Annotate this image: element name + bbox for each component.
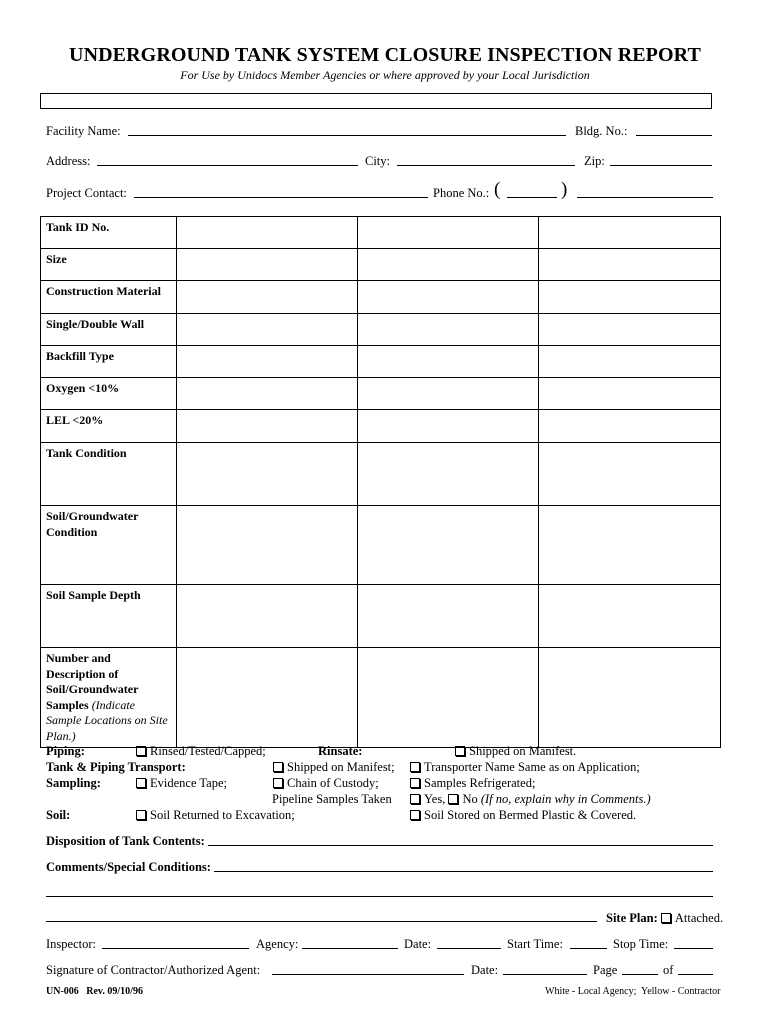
table-cell[interactable] bbox=[358, 346, 539, 378]
phone-no-label: Phone No.: bbox=[433, 186, 490, 200]
samples-note: (Indicate Sample Locations on Site Plan.) bbox=[46, 697, 168, 743]
samples-refrigerated-checkbox[interactable] bbox=[410, 778, 420, 788]
rinsate-label: Rinsate: bbox=[318, 744, 363, 758]
table-row bbox=[41, 249, 721, 281]
form-id: UN-006 Rev. 09/10/96 bbox=[46, 986, 143, 997]
agency-label: Agency: bbox=[256, 937, 299, 951]
table-cell[interactable] bbox=[539, 314, 721, 346]
phone-area-code-field[interactable] bbox=[507, 186, 557, 198]
table-row bbox=[41, 346, 721, 378]
row-label-soil-sample-depth: Soil Sample Depth bbox=[41, 585, 177, 648]
signature-date-label: Date: bbox=[471, 963, 499, 977]
row-label-size: Size bbox=[41, 249, 177, 281]
transport-shipped-label: Shipped on Manifest; bbox=[287, 760, 395, 774]
form-subtitle: For Use by Unidocs Member Agencies or where approved by your Local Jurisdiction bbox=[180, 68, 590, 82]
comments-field-line-3[interactable] bbox=[46, 910, 597, 922]
transport-label: Tank & Piping Transport: bbox=[46, 760, 186, 774]
page-total-field[interactable] bbox=[678, 963, 713, 975]
phone-close-paren: ) bbox=[561, 179, 568, 200]
stop-time-label: Stop Time: bbox=[613, 937, 669, 951]
chain-custody-checkbox[interactable] bbox=[273, 778, 283, 788]
site-plan-checkbox[interactable] bbox=[661, 913, 671, 923]
table-cell[interactable] bbox=[539, 346, 721, 378]
start-time-field[interactable] bbox=[570, 937, 607, 949]
agency-field[interactable] bbox=[302, 937, 398, 949]
table-cell[interactable] bbox=[539, 648, 721, 748]
bldg-no-field[interactable] bbox=[636, 124, 712, 136]
soil-returned-checkbox[interactable] bbox=[136, 810, 146, 820]
row-label-tank-id: Tank ID No. bbox=[41, 217, 177, 249]
samples-refrigerated-label: Samples Refrigerated; bbox=[424, 776, 536, 790]
row-label-construction-material: Construction Material bbox=[41, 281, 177, 314]
table-cell[interactable] bbox=[358, 506, 539, 585]
project-contact-field[interactable] bbox=[134, 186, 428, 198]
inspector-field[interactable] bbox=[102, 937, 249, 949]
disposition-label: Disposition of Tank Contents: bbox=[46, 834, 205, 848]
disposition-field[interactable] bbox=[208, 834, 713, 846]
zip-field[interactable] bbox=[610, 154, 712, 166]
stop-time-field[interactable] bbox=[674, 937, 713, 949]
soil-label: Soil: bbox=[46, 808, 71, 822]
table-cell[interactable] bbox=[358, 648, 539, 748]
pipeline-samples-label: Pipeline Samples Taken bbox=[272, 792, 392, 806]
table-row bbox=[41, 648, 721, 748]
rinsate-shipped-checkbox[interactable] bbox=[455, 746, 465, 756]
row-label-backfill-type: Backfill Type bbox=[41, 346, 177, 378]
rinsed-label: Rinsed/Tested/Capped; bbox=[150, 744, 266, 758]
row-label-samples bbox=[41, 648, 177, 748]
pipeline-no-note: (If no, explain why in Comments.) bbox=[480, 792, 651, 806]
table-cell[interactable] bbox=[358, 281, 539, 314]
pipeline-no-checkbox[interactable] bbox=[448, 794, 458, 804]
soil-stored-checkbox[interactable] bbox=[410, 810, 420, 820]
sampling-label: Sampling: bbox=[46, 776, 101, 790]
table-cell[interactable] bbox=[177, 346, 358, 378]
row-label-tank-condition: Tank Condition bbox=[41, 443, 177, 506]
table-cell[interactable] bbox=[358, 217, 539, 249]
facility-name-field[interactable] bbox=[128, 124, 566, 136]
transport-shipped-checkbox[interactable] bbox=[273, 762, 283, 772]
table-cell[interactable] bbox=[177, 410, 358, 443]
form-title: UNDERGROUND TANK SYSTEM CLOSURE INSPECTION REPORT bbox=[69, 44, 701, 66]
table-cell[interactable] bbox=[177, 314, 358, 346]
table-row bbox=[41, 314, 721, 346]
chain-custody-label: Chain of Custody; bbox=[287, 776, 379, 790]
pipeline-yes-label: Yes, bbox=[424, 792, 446, 806]
site-plan-label: Site Plan: bbox=[606, 911, 658, 925]
table-cell[interactable] bbox=[539, 378, 721, 410]
address-label: Address: bbox=[46, 154, 91, 168]
site-plan-attached-label: Attached. bbox=[674, 911, 724, 925]
zip-label: Zip: bbox=[584, 154, 605, 168]
tank-details-table bbox=[40, 216, 721, 748]
table-cell[interactable] bbox=[539, 443, 721, 506]
table-cell[interactable] bbox=[177, 443, 358, 506]
table-row bbox=[41, 410, 721, 443]
table-cell[interactable] bbox=[177, 648, 358, 748]
pipeline-no-label: No bbox=[462, 792, 478, 806]
table-cell[interactable] bbox=[177, 281, 358, 314]
table-row bbox=[41, 585, 721, 648]
of-label: of bbox=[663, 963, 674, 977]
phone-open-paren: ( bbox=[494, 179, 501, 200]
evidence-tape-checkbox[interactable] bbox=[136, 778, 146, 788]
comments-field-line-2[interactable] bbox=[46, 885, 713, 897]
row-label-soil-groundwater-condition: Soil/Groundwater Condition bbox=[41, 506, 177, 585]
table-cell[interactable] bbox=[539, 281, 721, 314]
page-label: Page bbox=[593, 963, 618, 977]
date-label: Date: bbox=[404, 937, 432, 951]
facility-name-label: Facility Name: bbox=[46, 124, 121, 138]
table-row bbox=[41, 378, 721, 410]
top-entry-box[interactable] bbox=[40, 93, 712, 109]
table-cell[interactable] bbox=[539, 506, 721, 585]
comments-field[interactable] bbox=[214, 860, 713, 872]
phone-number-field[interactable] bbox=[577, 186, 713, 198]
inspector-label: Inspector: bbox=[46, 937, 96, 951]
samples-label: Number and Description of Soil/Groundwater Samples bbox=[46, 651, 139, 712]
city-field[interactable] bbox=[397, 154, 575, 166]
rinsed-checkbox[interactable] bbox=[136, 746, 146, 756]
table-cell[interactable] bbox=[358, 585, 539, 648]
transporter-same-label: Transporter Name Same as on Application; bbox=[424, 760, 640, 774]
table-cell[interactable] bbox=[358, 378, 539, 410]
transporter-same-checkbox[interactable] bbox=[410, 762, 420, 772]
page-number-field[interactable] bbox=[622, 963, 658, 975]
row-label-single-double-wall: Single/Double Wall bbox=[41, 314, 177, 346]
table-row bbox=[41, 506, 721, 585]
table-cell[interactable] bbox=[358, 410, 539, 443]
city-label: City: bbox=[365, 154, 391, 168]
project-contact-label: Project Contact: bbox=[46, 186, 127, 200]
signature-field[interactable] bbox=[272, 963, 464, 975]
table-cell[interactable] bbox=[177, 585, 358, 648]
address-field[interactable] bbox=[97, 154, 358, 166]
table-cell[interactable] bbox=[177, 217, 358, 249]
table-row bbox=[41, 443, 721, 506]
table-cell[interactable] bbox=[358, 314, 539, 346]
soil-stored-label: Soil Stored on Bermed Plastic & Covered. bbox=[424, 808, 637, 822]
row-label-lel: LEL <20% bbox=[41, 410, 177, 443]
comments-label: Comments/Special Conditions: bbox=[46, 860, 211, 874]
signature-date-field[interactable] bbox=[503, 963, 587, 975]
bldg-no-label: Bldg. No.: bbox=[575, 124, 628, 138]
row-label-oxygen: Oxygen <10% bbox=[41, 378, 177, 410]
signature-label: Signature of Contractor/Authorized Agent: bbox=[46, 963, 261, 977]
table-cell[interactable] bbox=[539, 249, 721, 281]
date-field[interactable] bbox=[437, 937, 501, 949]
piping-label: Piping: bbox=[46, 744, 85, 758]
evidence-tape-label: Evidence Tape; bbox=[150, 776, 227, 790]
table-cell[interactable] bbox=[358, 443, 539, 506]
table-cell[interactable] bbox=[539, 410, 721, 443]
table-row bbox=[41, 217, 721, 249]
table-cell[interactable] bbox=[539, 217, 721, 249]
table-cell[interactable] bbox=[358, 249, 539, 281]
table-cell[interactable] bbox=[539, 585, 721, 648]
soil-returned-label: Soil Returned to Excavation; bbox=[150, 808, 295, 822]
table-cell[interactable] bbox=[177, 249, 358, 281]
copy-distribution: White - Local Agency; Yellow - Contractor bbox=[545, 986, 721, 997]
rinsate-shipped-label: Shipped on Manifest. bbox=[469, 744, 577, 758]
table-cell[interactable] bbox=[177, 506, 358, 585]
table-row bbox=[41, 281, 721, 314]
table-cell[interactable] bbox=[177, 378, 358, 410]
start-time-label: Start Time: bbox=[507, 937, 563, 951]
pipeline-yes-checkbox[interactable] bbox=[410, 794, 420, 804]
